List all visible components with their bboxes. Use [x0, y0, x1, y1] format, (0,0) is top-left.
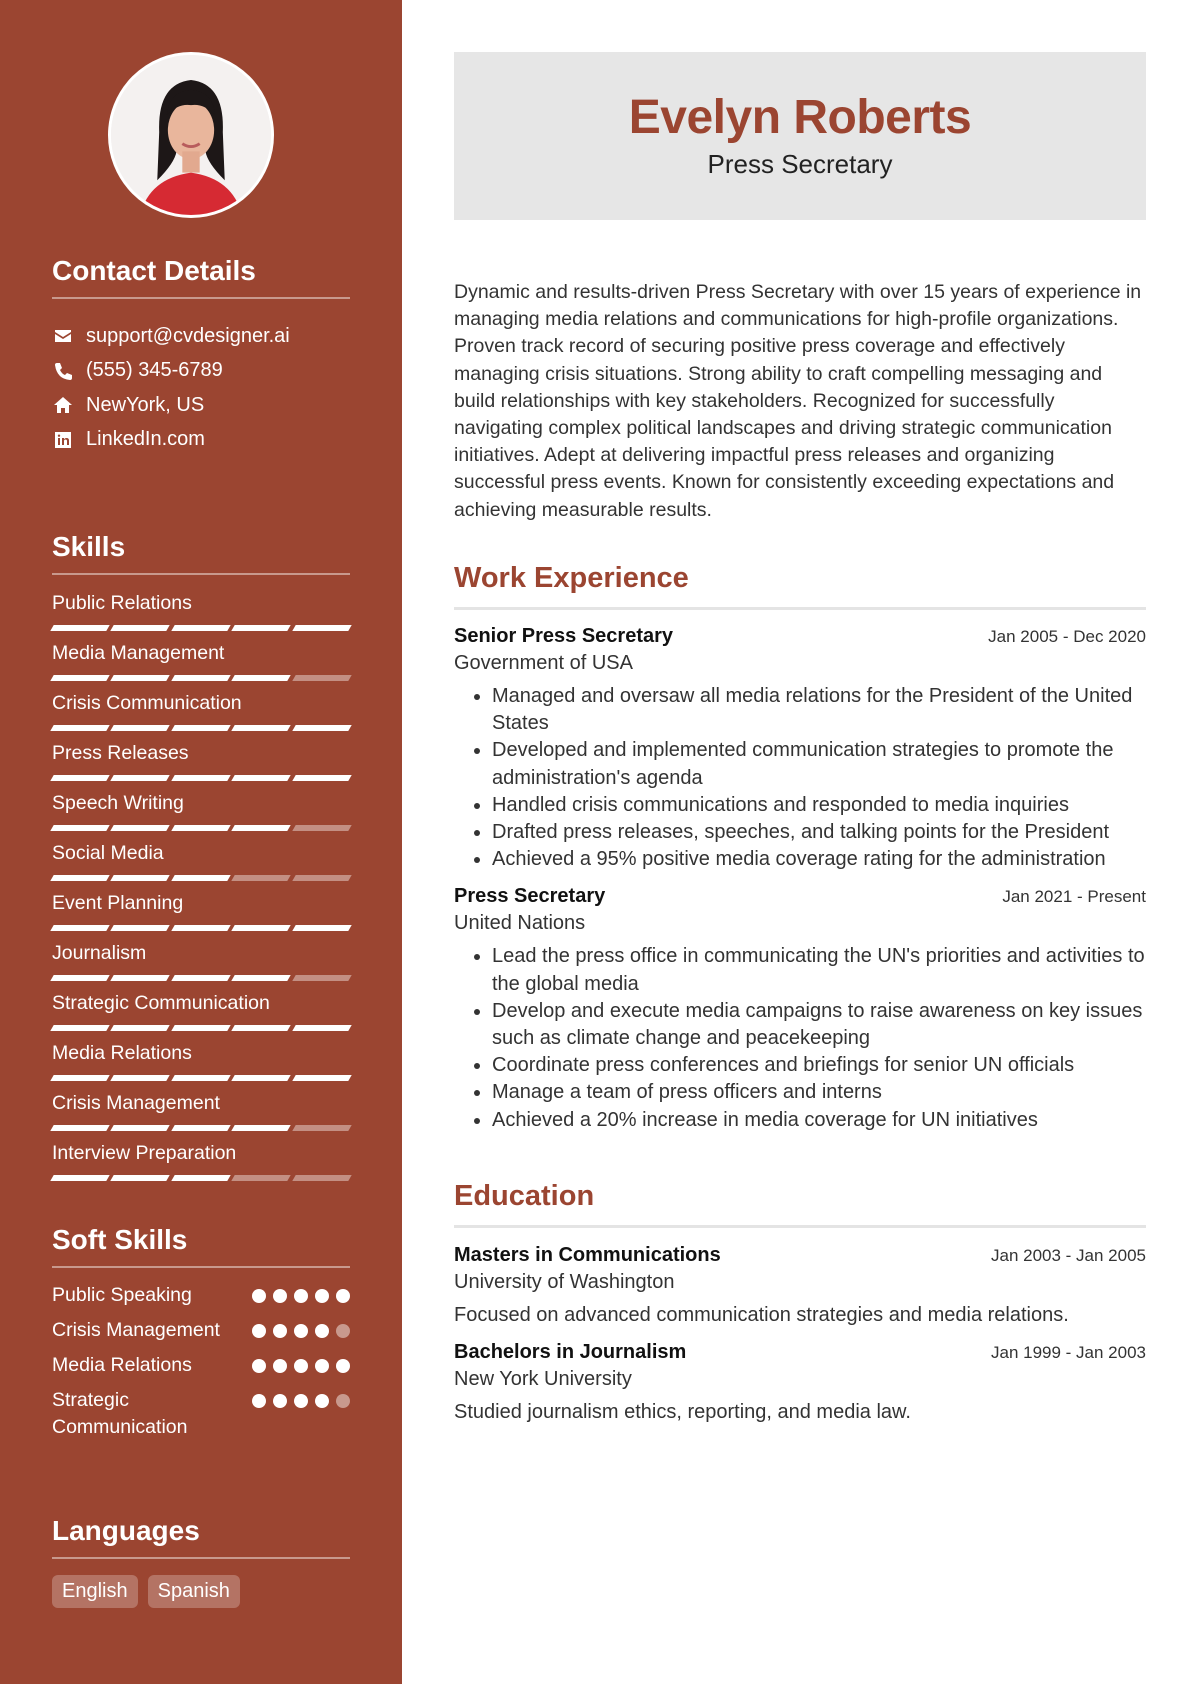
- skill-level-bar: [52, 825, 350, 831]
- skill-item: [52, 591, 350, 641]
- skill-level-segment: [171, 1075, 231, 1081]
- skill-level-segment: [111, 775, 171, 781]
- skill-level-segment: [292, 1125, 352, 1131]
- rating-dot: [336, 1394, 350, 1408]
- rating-dot: [252, 1359, 266, 1373]
- rating-dot: [336, 1289, 350, 1303]
- skill-level-segment: [292, 975, 352, 981]
- degree-description: Studied journalism ethics, reporting, and media law.: [454, 1401, 911, 1423]
- skill-name: Media Relations: [52, 1042, 192, 1064]
- degree-title: Bachelors in Journalism: [454, 1341, 687, 1363]
- soft-skill-name: Strategic Communication: [52, 1389, 188, 1438]
- skill-level-segment: [111, 975, 171, 981]
- rating-dot: [273, 1394, 287, 1408]
- skill-name: Event Planning: [52, 892, 184, 914]
- work-section: [454, 562, 1146, 1134]
- skill-level-bar: [52, 775, 350, 781]
- skill-level-segment: [50, 975, 110, 981]
- contact-list: [52, 319, 350, 457]
- skill-level-bar: [52, 975, 350, 981]
- languages-heading: Languages: [52, 1515, 350, 1559]
- contact-email[interactable]: [52, 319, 350, 354]
- skill-level-bar: [52, 725, 350, 731]
- skill-level-segment: [292, 675, 352, 681]
- skill-level-bar: [52, 875, 350, 881]
- skill-level-bar: [52, 1125, 350, 1131]
- skill-level-segment: [292, 625, 352, 631]
- linkedin-icon: [52, 429, 74, 451]
- skill-name: Press Releases: [52, 742, 189, 764]
- skill-level-segment: [292, 775, 352, 781]
- contact-location-text: NewYork, US: [86, 393, 205, 416]
- skill-level-segment: [50, 825, 110, 831]
- job-bullet: • Handled crisis communications and responded to media inquiries: [492, 792, 1146, 819]
- contact-linkedin-text: LinkedIn.com: [86, 428, 205, 451]
- skill-level-bar: [52, 1075, 350, 1081]
- skill-item: [52, 741, 350, 791]
- rating-dot: [315, 1289, 329, 1303]
- skill-level-bar: [52, 1025, 350, 1031]
- skill-level-segment: [111, 675, 171, 681]
- skill-level-segment: [231, 1025, 291, 1031]
- soft-skill-name: Public Speaking: [52, 1284, 192, 1306]
- skill-level-segment: [171, 875, 231, 881]
- job-org: United Nations: [454, 912, 586, 935]
- skill-level-segment: [231, 875, 291, 881]
- rating-dot: [315, 1324, 329, 1338]
- skill-level-segment: [171, 775, 231, 781]
- skill-level-segment: [171, 825, 231, 831]
- contact-heading: Contact Details: [52, 255, 350, 299]
- rating-dot: [336, 1359, 350, 1373]
- skill-level-segment: [50, 725, 110, 731]
- skill-level-segment: [171, 1125, 231, 1131]
- education-section: [454, 1180, 1146, 1424]
- soft-skill-name: Media Relations: [52, 1354, 192, 1376]
- skill-level-segment: [292, 925, 352, 931]
- skill-name: Social Media: [52, 842, 164, 864]
- soft-skills-heading: Soft Skills: [52, 1224, 350, 1268]
- rating-dot: [336, 1324, 350, 1338]
- rating-dot: [273, 1289, 287, 1303]
- job-bullet: • Coordinate press conferences and briefings for senior UN officials: [492, 1052, 1146, 1079]
- skill-level-segment: [111, 1125, 171, 1131]
- degree-title: Masters in Communications: [454, 1244, 721, 1266]
- contact-email-text: support@cvdesigner.ai: [86, 324, 290, 347]
- job-bullet: • Develop and execute media campaigns to raise awareness on key issues such as climate change and peacekeeping: [492, 998, 1146, 1052]
- contact-section: [52, 255, 350, 457]
- skill-level-segment: [171, 675, 231, 681]
- job-bullets: [454, 943, 1146, 1133]
- skills-list: [52, 591, 350, 1191]
- soft-skill-item: [52, 1317, 350, 1344]
- skill-name: Journalism: [52, 942, 147, 964]
- profile-photo-illustration: [111, 55, 271, 215]
- rating-dot: [315, 1394, 329, 1408]
- skill-level-segment: [231, 1175, 291, 1181]
- soft-skill-rating: [252, 1359, 350, 1373]
- skill-name: Interview Preparation: [52, 1142, 237, 1164]
- education-heading: Education: [454, 1180, 1146, 1228]
- skill-level-segment: [171, 1025, 231, 1031]
- skill-level-segment: [171, 725, 231, 731]
- skill-level-segment: [292, 1075, 352, 1081]
- skill-item: [52, 1141, 350, 1191]
- rating-dot: [315, 1359, 329, 1373]
- soft-skills-section: [52, 1224, 350, 1449]
- summary-text: Dynamic and results-driven Press Secretary with over 15 years of experience in managing media relations and communications for high-profile organizations. Proven track record of securing positive press coverage and effectively managing crisis situations. Strong ability to craft compelling messaging and build relationships with key stakeholders. Recognized for successfully navigating complex political landscapes and driving strategic communication initiatives. Adept at delivering impactful press releases and organizing successful press events. Known for consistently exceeding expectations and achieving measurable results.: [454, 281, 1142, 521]
- skill-name: Crisis Communication: [52, 692, 242, 714]
- contact-phone-text: (555) 345-6789: [86, 359, 223, 382]
- skill-level-segment: [231, 925, 291, 931]
- person-name: Evelyn Roberts: [628, 91, 972, 144]
- soft-skill-rating: [252, 1289, 350, 1303]
- skill-item: [52, 1041, 350, 1091]
- profile-photo: [108, 52, 274, 218]
- rating-dot: [273, 1359, 287, 1373]
- school-name: New York University: [454, 1368, 632, 1390]
- rating-dot: [294, 1359, 308, 1373]
- skill-level-segment: [171, 975, 231, 981]
- skill-name: Strategic Communication: [52, 992, 270, 1014]
- job-org: Government of USA: [454, 652, 633, 674]
- language-tag: Spanish: [148, 1575, 240, 1608]
- degree-description: Focused on advanced communication strategies and media relations.: [454, 1304, 1069, 1326]
- skill-level-bar: [52, 1175, 350, 1181]
- name-header: [454, 52, 1146, 220]
- soft-skill-rating: [252, 1394, 350, 1408]
- contact-linkedin[interactable]: [52, 423, 350, 458]
- skill-item: [52, 791, 350, 841]
- phone-icon: [52, 360, 74, 382]
- degree-dates: Jan 2003 - Jan 2005: [990, 1246, 1146, 1265]
- skill-level-segment: [50, 875, 110, 881]
- soft-skills-list: [52, 1282, 350, 1441]
- skill-name: Speech Writing: [52, 792, 184, 814]
- person-title: Press Secretary: [707, 149, 893, 179]
- skill-level-segment: [292, 825, 352, 831]
- skill-level-segment: [111, 725, 171, 731]
- contact-location: [52, 388, 350, 423]
- languages-list: [52, 1575, 350, 1608]
- skill-level-bar: [52, 675, 350, 681]
- skill-level-segment: [111, 1075, 171, 1081]
- skill-level-segment: [111, 825, 171, 831]
- skill-item: [52, 841, 350, 891]
- skill-level-segment: [292, 1175, 352, 1181]
- contact-phone[interactable]: [52, 354, 350, 389]
- skill-level-segment: [171, 1175, 231, 1181]
- skill-level-segment: [50, 775, 110, 781]
- skill-level-segment: [231, 1075, 291, 1081]
- job-bullet: • Developed and implemented communication strategies to promote the administration's agenda: [492, 737, 1146, 791]
- job-bullet: • Drafted press releases, speeches, and talking points for the President: [492, 819, 1146, 846]
- job-bullet: • Manage a team of press officers and interns: [492, 1079, 1146, 1106]
- rating-dot: [294, 1324, 308, 1338]
- skill-name: Media Management: [52, 642, 225, 664]
- sidebar: [0, 0, 402, 1684]
- job-title: Press Secretary: [454, 885, 606, 908]
- degree-dates: Jan 1999 - Jan 2003: [990, 1343, 1146, 1362]
- job-bullet: • Achieved a 95% positive media coverage rating for the administration: [492, 846, 1146, 873]
- skill-item: [52, 641, 350, 691]
- language-tag: English: [52, 1575, 138, 1608]
- skill-level-segment: [231, 1125, 291, 1131]
- skill-level-segment: [50, 675, 110, 681]
- rating-dot: [294, 1394, 308, 1408]
- school-name: University of Washington: [454, 1271, 675, 1293]
- work-entry: [454, 885, 1146, 1133]
- envelope-icon: [52, 325, 74, 347]
- soft-skill-rating: [252, 1324, 350, 1338]
- job-dates: Jan 2021 - Present: [1002, 887, 1146, 907]
- job-bullet: • Lead the press office in communicating the UN's priorities and activities to the global media: [492, 943, 1146, 997]
- skill-level-segment: [50, 625, 110, 631]
- skill-level-segment: [292, 1025, 352, 1031]
- rating-dot: [294, 1289, 308, 1303]
- education-entry: [454, 1341, 1146, 1424]
- skill-level-segment: [50, 925, 110, 931]
- languages-section: [52, 1515, 350, 1608]
- skills-heading: Skills: [52, 531, 350, 575]
- skill-level-segment: [171, 625, 231, 631]
- skill-name: Public Relations: [52, 592, 192, 614]
- rating-dot: [273, 1324, 287, 1338]
- skill-level-segment: [231, 975, 291, 981]
- skill-level-segment: [111, 1025, 171, 1031]
- work-heading: Work Experience: [454, 562, 1146, 610]
- soft-skill-name: Crisis Management: [52, 1319, 220, 1341]
- skill-level-bar: [52, 925, 350, 931]
- skill-level-segment: [50, 1025, 110, 1031]
- skill-level-segment: [111, 625, 171, 631]
- skill-item: [52, 891, 350, 941]
- skill-level-segment: [111, 875, 171, 881]
- skill-level-segment: [111, 1175, 171, 1181]
- skill-item: [52, 991, 350, 1041]
- skill-level-segment: [50, 1075, 110, 1081]
- soft-skill-item: [52, 1282, 350, 1309]
- skills-section: [52, 531, 350, 1191]
- soft-skill-item: [52, 1352, 350, 1379]
- soft-skill-item: [52, 1387, 350, 1441]
- skill-level-segment: [231, 825, 291, 831]
- skill-level-segment: [292, 875, 352, 881]
- rating-dot: [252, 1289, 266, 1303]
- work-entry: [454, 625, 1146, 873]
- skill-name: Crisis Management: [52, 1092, 220, 1114]
- job-bullet: • Achieved a 20% increase in media coverage for UN initiatives: [492, 1107, 1146, 1134]
- rating-dot: [252, 1394, 266, 1408]
- job-title: Senior Press Secretary: [454, 625, 674, 647]
- job-bullets: [454, 683, 1146, 873]
- skill-level-segment: [231, 675, 291, 681]
- skill-level-segment: [50, 1175, 110, 1181]
- home-icon: [52, 394, 74, 416]
- job-dates: Jan 2005 - Dec 2020: [988, 627, 1146, 646]
- skill-level-segment: [292, 725, 352, 731]
- education-entry: [454, 1244, 1146, 1327]
- skill-item: [52, 1091, 350, 1141]
- skill-item: [52, 691, 350, 741]
- skill-level-segment: [231, 775, 291, 781]
- skill-item: [52, 941, 350, 991]
- skill-level-segment: [171, 925, 231, 931]
- rating-dot: [252, 1324, 266, 1338]
- skill-level-segment: [231, 725, 291, 731]
- skill-level-segment: [231, 625, 291, 631]
- skill-level-segment: [50, 1125, 110, 1131]
- skill-level-bar: [52, 625, 350, 631]
- job-bullet: • Managed and oversaw all media relations for the President of the United States: [492, 683, 1146, 737]
- skill-level-segment: [111, 925, 171, 931]
